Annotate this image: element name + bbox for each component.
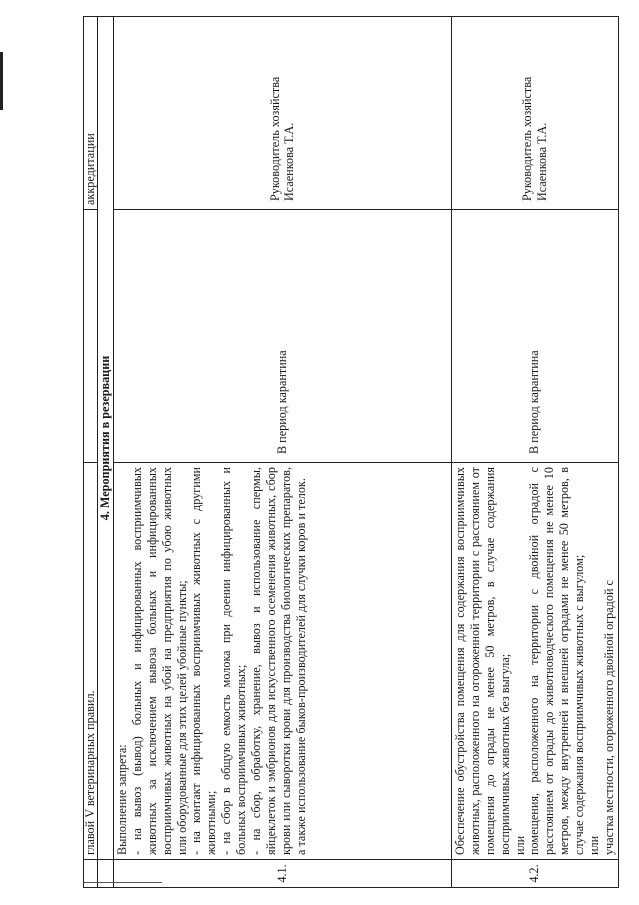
period-cell: В период карантина — [113, 210, 451, 463]
measure-line: - на вывоз (вывод) больных и инфицированных восприимчивых животных за исключением вывоза больных и инфицированных восприимчивых животных на убой на предприятия по убою животных или оборудованные для этих целей убойные пункты; — [129, 467, 189, 855]
rotated-page — [83, 17, 619, 888]
responsible-cell: Руководитель хозяйства Исаенкова Т.А. — [113, 17, 451, 210]
period-cell: В период карантина — [451, 210, 618, 463]
prev-num-cell — [84, 860, 98, 888]
table-row — [451, 17, 618, 888]
measure-line: - на сбор, обработку, хранение, вывоз и использование спермы, яйцеклеток и эмбрионов для искусственного осеменения животных, сбор крови или сыворотки крови для производства биологических препаратов, а также использование быков-производителей для случки коров и телок. — [249, 467, 308, 855]
measure-line: - на контакт инфицированных восприимчивых животных с другими животными; — [189, 467, 219, 855]
measure-description — [451, 463, 618, 860]
prev-text-cell: главой V ветеринарных правил. — [84, 463, 98, 860]
measure-line: помещения, расположенного на территории с двойной оградой с расстоянием от ограды до животноводческого помещения не менее 10 метров, между внутренней и внешней оградами не менее 50 метров, в случае содержания восприимчивых животных с выгулом; — [527, 467, 587, 855]
measure-line: участка местности, огороженного двойной оградой с — [601, 580, 616, 855]
measure-line: Обеспечение обустройства помещения для содержания восприимчивых животных, расположенного на огороженной территории с расстоянием от помещения до ограды не менее 50 метров, в случае содержания восприимчивых животных без выгула; — [452, 467, 512, 855]
scan-margin-mark — [0, 52, 3, 110]
row-number: 4.1. — [113, 860, 451, 888]
row-number: 4.2. — [451, 860, 618, 888]
table-row-continuation — [84, 17, 98, 888]
measure-line: или — [587, 835, 602, 855]
section-num-cell — [98, 860, 114, 888]
table-row — [113, 17, 451, 888]
section-row — [98, 17, 114, 888]
measure-line: - на сбор в общую емкость молока при доении инфицированных и больных восприимчивых животных; — [219, 467, 249, 855]
measure-line: Выполнение запрета: — [114, 744, 129, 855]
measures-table — [83, 16, 619, 888]
footnote-rule — [84, 882, 162, 883]
prev-period-cell — [84, 210, 98, 463]
measure-line: или — [512, 835, 527, 855]
section-title: 4. Мероприятия в резервации — [98, 17, 114, 860]
measure-description — [113, 463, 451, 860]
prev-right-cell: аккредитации — [84, 17, 98, 210]
responsible-cell: Руководитель хозяйства Исаенкова Т.А. — [451, 17, 618, 210]
